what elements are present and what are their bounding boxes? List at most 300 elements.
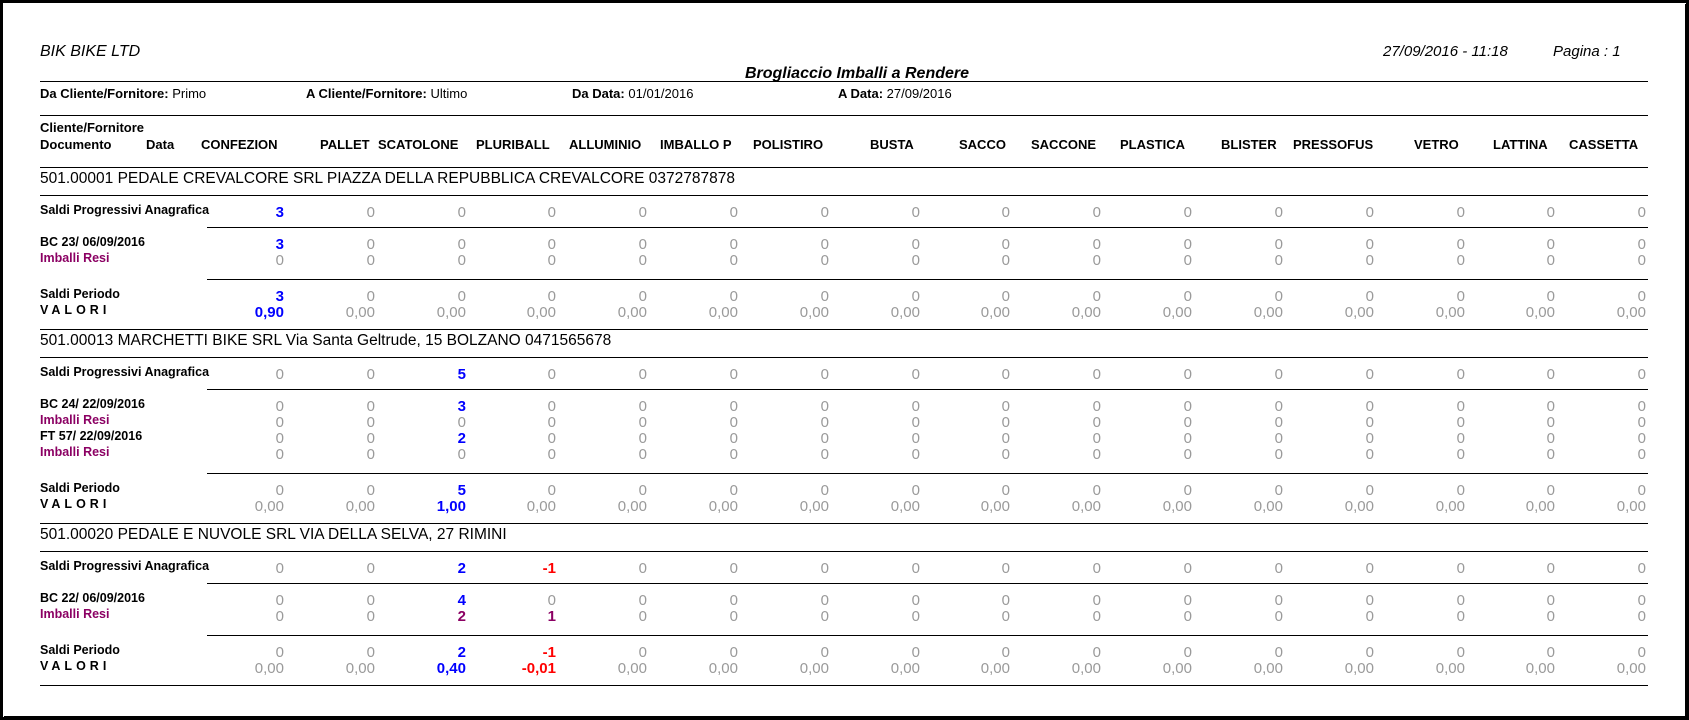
saldi-progressivi-label: Saldi Progressivi Anagrafica: [40, 559, 210, 573]
imballi-resi-value: 0: [547, 252, 556, 269]
valori-value: 0,00: [1616, 304, 1646, 321]
document-value: 4: [457, 592, 466, 609]
saldi-periodo-value: 0: [1365, 482, 1374, 499]
document-value: 0: [1637, 592, 1646, 609]
document-label: BC 24/ 22/09/2016: [40, 397, 145, 411]
saldi-progressivi-value: 0: [1092, 366, 1101, 383]
imballi-resi-value: 0: [638, 252, 647, 269]
filter-label: A Data:: [838, 86, 884, 101]
saldi-progressivi-value: 0: [366, 366, 375, 383]
saldi-periodo-value: 0: [1183, 482, 1192, 499]
saldi-periodo-value: 0: [911, 644, 920, 661]
imballi-resi-value: 0: [1637, 414, 1646, 431]
page-shadow: [4, 716, 1689, 720]
document-value: 0: [1365, 236, 1374, 253]
imballi-resi-value: 0: [820, 446, 829, 463]
saldi-progressivi-value: 0: [911, 204, 920, 221]
saldi-periodo-value: 3: [275, 288, 284, 305]
col-header-scatolone: SCATOLONE: [378, 137, 459, 152]
saldi-periodo-value: 0: [1637, 288, 1646, 305]
document-value: 0: [1274, 592, 1283, 609]
col-header-saccone: SACCONE: [1031, 137, 1097, 152]
document-value: 3: [275, 236, 284, 253]
imballi-resi-value: 0: [1456, 414, 1465, 431]
saldi-periodo-value: 0: [457, 288, 466, 305]
saldi-progressivi-value: 0: [1092, 560, 1101, 577]
imballi-resi-value: 0: [1365, 252, 1374, 269]
imballi-resi-value: 0: [275, 446, 284, 463]
imballi-resi-value: 0: [1456, 608, 1465, 625]
document-value: 0: [275, 398, 284, 415]
saldi-progressivi-value: 0: [366, 204, 375, 221]
saldi-progressivi-value: 0: [1001, 560, 1010, 577]
saldi-progressivi-value: 0: [638, 204, 647, 221]
valori-value: 0,00: [1616, 660, 1646, 677]
col-header-pressofus: PRESSOFUS: [1293, 137, 1374, 152]
imballi-resi-value: 2: [457, 608, 466, 625]
imballi-resi-value: 0: [366, 252, 375, 269]
document-value: 0: [1274, 236, 1283, 253]
imballi-resi-value: 0: [1001, 252, 1010, 269]
valori-value: 0,00: [890, 498, 920, 515]
valori-value: 0,00: [980, 660, 1010, 677]
client-header: 501.00020 PEDALE E NUVOLE SRL VIA DELLA SELVA, 27 RIMINI: [40, 526, 507, 543]
valori-value: 0,00: [1253, 304, 1283, 321]
imballi-resi-value: 0: [547, 414, 556, 431]
valori-value: 0,00: [708, 304, 738, 321]
imballi-resi-value: 0: [1637, 608, 1646, 625]
saldi-periodo-value: -1: [542, 644, 556, 661]
valori-value: -0,01: [521, 660, 556, 677]
imballi-resi-value: 0: [1365, 608, 1374, 625]
valori-value: 0,00: [1162, 304, 1192, 321]
valori-label: VALORI: [40, 303, 111, 317]
document-label: FT 57/ 22/09/2016: [40, 429, 143, 443]
col-header-sacco: SACCO: [959, 137, 1006, 152]
saldi-progressivi-value: 0: [1183, 366, 1192, 383]
document-value: 0: [1183, 592, 1192, 609]
imballi-resi-value: 0: [1546, 414, 1555, 431]
col-header-plastica: PLASTICA: [1120, 137, 1185, 152]
divider: [40, 551, 1648, 552]
col-header-cassetta: CASSETTA: [1569, 137, 1639, 152]
imballi-resi-value: 0: [1546, 608, 1555, 625]
saldi-periodo-value: 5: [457, 482, 466, 499]
saldi-periodo-value: 0: [1546, 482, 1555, 499]
divider: [40, 329, 1648, 330]
document-value: 2: [457, 430, 466, 447]
divider: [40, 167, 1648, 168]
saldi-periodo-value: 0: [820, 644, 829, 661]
document-value: 0: [729, 430, 738, 447]
document-value: 0: [1001, 236, 1010, 253]
document-value: 0: [1637, 236, 1646, 253]
document-value: 0: [1092, 430, 1101, 447]
document-value: 0: [1456, 430, 1465, 447]
saldi-progressivi-value: 0: [1274, 204, 1283, 221]
document-value: 0: [1001, 398, 1010, 415]
valori-value: 0,40: [436, 660, 466, 677]
saldi-progressivi-label: Saldi Progressivi Anagrafica: [40, 365, 210, 379]
document-value: 0: [366, 592, 375, 609]
imballi-resi-value: 0: [729, 414, 738, 431]
saldi-periodo-label: Saldi Periodo: [40, 481, 120, 495]
valori-value: 0,00: [1071, 660, 1101, 677]
valori-value: 0,00: [617, 660, 647, 677]
document-value: 0: [911, 236, 920, 253]
imballi-resi-value: 0: [1365, 446, 1374, 463]
saldi-periodo-value: 0: [1092, 482, 1101, 499]
document-label: BC 22/ 06/09/2016: [40, 591, 145, 605]
imballi-resi-value: 0: [547, 446, 556, 463]
filter-da-data: [572, 86, 693, 101]
saldi-periodo-value: 0: [911, 482, 920, 499]
valori-value: 0,00: [254, 660, 284, 677]
imballi-resi-value: 0: [275, 414, 284, 431]
filter-label: A Cliente/Fornitore:: [306, 86, 427, 101]
imballi-resi-value: 0: [1183, 414, 1192, 431]
document-value: 0: [366, 430, 375, 447]
imballi-resi-value: 0: [457, 414, 466, 431]
valori-value: 0,00: [1435, 660, 1465, 677]
valori-value: 0,00: [980, 498, 1010, 515]
filter-label: Da Cliente/Fornitore:: [40, 86, 169, 101]
document-value: 0: [1365, 430, 1374, 447]
imballi-resi-value: 0: [1092, 252, 1101, 269]
imballi-resi-value: 0: [1092, 446, 1101, 463]
valori-value: 0,00: [1162, 498, 1192, 515]
document-value: 0: [638, 236, 647, 253]
saldi-periodo-value: 0: [275, 644, 284, 661]
col-header-imballo-p: IMBALLO P: [660, 137, 732, 152]
saldi-progressivi-value: 0: [1637, 366, 1646, 383]
saldi-progressivi-value: 0: [1183, 204, 1192, 221]
document-value: 0: [547, 592, 556, 609]
document-value: 0: [911, 398, 920, 415]
imballi-resi-value: 0: [911, 608, 920, 625]
valori-value: 0,00: [1253, 498, 1283, 515]
saldi-progressivi-value: 3: [275, 204, 284, 221]
saldi-progressivi-value: 0: [729, 204, 738, 221]
saldi-periodo-value: 0: [1274, 482, 1283, 499]
saldi-progressivi-value: 0: [1274, 366, 1283, 383]
imballi-resi-label: Imballi Resi: [40, 251, 110, 265]
saldi-progressivi-value: 0: [820, 560, 829, 577]
document-value: 0: [275, 592, 284, 609]
document-value: 3: [457, 398, 466, 415]
page-shadow: [1685, 4, 1689, 720]
document-value: 0: [1001, 592, 1010, 609]
valori-value: 0,90: [254, 304, 284, 321]
saldi-periodo-value: 0: [366, 644, 375, 661]
saldi-progressivi-label: Saldi Progressivi Anagrafica: [40, 203, 210, 217]
divider: [207, 227, 1648, 228]
imballi-resi-value: 0: [1183, 446, 1192, 463]
imballi-resi-value: 0: [638, 414, 647, 431]
valori-value: 0,00: [1435, 498, 1465, 515]
valori-value: 0,00: [436, 304, 466, 321]
saldi-progressivi-value: 0: [1546, 560, 1555, 577]
valori-value: 0,00: [1344, 304, 1374, 321]
document-value: 0: [1183, 236, 1192, 253]
saldi-periodo-value: 0: [547, 482, 556, 499]
client-header: 501.00001 PEDALE CREVALCORE SRL PIAZZA DELLA REPUBBLICA CREVALCORE 0372787878: [40, 170, 735, 187]
document-value: 0: [820, 430, 829, 447]
valori-label: VALORI: [40, 497, 111, 511]
document-value: 0: [1001, 430, 1010, 447]
filter-value: 01/01/2016: [628, 86, 694, 101]
saldi-periodo-value: 0: [729, 288, 738, 305]
saldi-progressivi-value: 0: [547, 366, 556, 383]
imballi-resi-value: 1: [547, 608, 556, 625]
imballi-resi-value: 0: [638, 608, 647, 625]
valori-value: 0,00: [617, 304, 647, 321]
saldi-periodo-value: 0: [820, 288, 829, 305]
col-header-confezion: CONFEZION: [201, 137, 278, 152]
valori-value: 0,00: [1071, 498, 1101, 515]
filter-a-cliente: [306, 86, 467, 101]
imballi-resi-value: 0: [820, 608, 829, 625]
valori-value: 0,00: [1435, 304, 1465, 321]
divider: [207, 473, 1648, 474]
document-value: 0: [1365, 592, 1374, 609]
saldi-progressivi-value: 0: [820, 366, 829, 383]
client-header: 501.00013 MARCHETTI BIKE SRL Via Santa Geltrude, 15 BOLZANO 0471565678: [40, 332, 612, 349]
saldi-progressivi-value: 0: [547, 204, 556, 221]
imballi-resi-value: 0: [457, 446, 466, 463]
divider: [40, 115, 1648, 116]
imballi-resi-value: 0: [729, 252, 738, 269]
col-header-vetro: VETRO: [1414, 137, 1459, 152]
valori-value: 1,00: [436, 498, 466, 515]
saldi-progressivi-value: 0: [1001, 366, 1010, 383]
saldi-progressivi-value: 0: [911, 560, 920, 577]
saldi-periodo-value: 0: [1001, 482, 1010, 499]
col-header-busta: BUSTA: [870, 137, 914, 152]
imballi-resi-value: 0: [729, 608, 738, 625]
document-value: 0: [1546, 236, 1555, 253]
imballi-resi-value: 0: [1092, 414, 1101, 431]
col-header-data: Data: [146, 137, 175, 152]
saldi-periodo-value: 0: [1637, 644, 1646, 661]
document-value: 0: [820, 236, 829, 253]
saldi-progressivi-value: 0: [1456, 204, 1465, 221]
col-header-pallet: PALLET: [320, 137, 370, 152]
document-value: 0: [366, 398, 375, 415]
saldi-periodo-value: 0: [1001, 288, 1010, 305]
col-header-alluminio: ALLUMINIO: [569, 137, 642, 152]
document-value: 0: [729, 236, 738, 253]
divider: [40, 195, 1648, 196]
document-value: 0: [1456, 592, 1465, 609]
saldi-periodo-value: 0: [1183, 288, 1192, 305]
saldi-periodo-value: 0: [275, 482, 284, 499]
saldi-periodo-value: 0: [366, 482, 375, 499]
saldi-periodo-value: 0: [1456, 482, 1465, 499]
report-title: Brogliaccio Imballi a Rendere: [744, 65, 970, 82]
document-value: 0: [547, 236, 556, 253]
divider: [207, 389, 1648, 390]
imballi-resi-value: 0: [911, 414, 920, 431]
filter-label: Da Data:: [572, 86, 625, 101]
valori-value: 0,00: [254, 498, 284, 515]
divider: [207, 279, 1648, 280]
document-value: 0: [1637, 398, 1646, 415]
document-value: 0: [1637, 430, 1646, 447]
document-value: 0: [457, 236, 466, 253]
imballi-resi-value: 0: [1637, 446, 1646, 463]
valori-value: 0,00: [708, 660, 738, 677]
filter-value: Primo: [172, 86, 207, 101]
imballi-resi-value: 0: [1456, 252, 1465, 269]
saldi-periodo-value: 0: [1456, 644, 1465, 661]
divider: [207, 635, 1648, 636]
imballi-resi-value: 0: [366, 446, 375, 463]
saldi-progressivi-value: 0: [1092, 204, 1101, 221]
valori-value: 0,00: [1344, 660, 1374, 677]
saldi-periodo-value: 0: [638, 288, 647, 305]
divider: [40, 81, 1648, 82]
saldi-progressivi-value: 0: [1637, 560, 1646, 577]
saldi-periodo-value: 0: [1365, 288, 1374, 305]
saldi-progressivi-value: 0: [911, 366, 920, 383]
valori-value: 0,00: [1525, 660, 1555, 677]
document-value: 0: [1092, 398, 1101, 415]
imballi-resi-value: 0: [1274, 608, 1283, 625]
imballi-resi-value: 0: [1092, 608, 1101, 625]
divider: [40, 357, 1648, 358]
saldi-progressivi-value: 0: [1365, 560, 1374, 577]
document-value: 0: [638, 398, 647, 415]
saldi-progressivi-value: 0: [638, 560, 647, 577]
col-header-pluriball: PLURIBALL: [476, 137, 550, 152]
saldi-periodo-value: 0: [1546, 288, 1555, 305]
valori-value: 0,00: [345, 304, 375, 321]
imballi-resi-value: 0: [1001, 446, 1010, 463]
col-header-polistiro: POLISTIRO: [753, 137, 824, 152]
valori-value: 0,00: [799, 660, 829, 677]
saldi-progressivi-value: 0: [1546, 204, 1555, 221]
valori-value: 0,00: [526, 498, 556, 515]
saldi-progressivi-value: 0: [1456, 560, 1465, 577]
imballi-resi-label: Imballi Resi: [40, 607, 110, 621]
valori-label: VALORI: [40, 659, 111, 673]
saldi-periodo-label: Saldi Periodo: [40, 643, 120, 657]
print-datetime: 27/09/2016 - 11:18: [1383, 43, 1508, 60]
document-value: 0: [820, 398, 829, 415]
document-value: 0: [1546, 398, 1555, 415]
document-value: 0: [729, 592, 738, 609]
document-value: 0: [366, 236, 375, 253]
imballi-resi-value: 0: [1456, 446, 1465, 463]
valori-value: 0,00: [1616, 498, 1646, 515]
divider: [207, 583, 1648, 584]
saldi-periodo-value: 0: [547, 288, 556, 305]
saldi-progressivi-value: 0: [729, 560, 738, 577]
imballi-resi-value: 0: [457, 252, 466, 269]
filter-value: 27/09/2016: [886, 86, 952, 101]
saldi-progressivi-value: 0: [820, 204, 829, 221]
valori-value: 0,00: [708, 498, 738, 515]
document-value: 0: [1183, 398, 1192, 415]
saldi-periodo-value: 0: [820, 482, 829, 499]
valori-value: 0,00: [345, 498, 375, 515]
imballi-resi-value: 0: [1546, 446, 1555, 463]
saldi-progressivi-value: 2: [457, 560, 466, 577]
imballi-resi-value: 0: [1183, 608, 1192, 625]
col-header-documento: Documento: [40, 137, 112, 152]
saldi-periodo-value: 0: [1274, 644, 1283, 661]
saldi-progressivi-value: 0: [729, 366, 738, 383]
saldi-periodo-value: 0: [1546, 644, 1555, 661]
valori-value: 0,00: [1253, 660, 1283, 677]
saldi-progressivi-value: 0: [1001, 204, 1010, 221]
col-header-blister: BLISTER: [1221, 137, 1277, 152]
saldi-periodo-value: 0: [1365, 644, 1374, 661]
imballi-resi-value: 0: [1274, 414, 1283, 431]
document-value: 0: [820, 592, 829, 609]
document-value: 0: [911, 430, 920, 447]
saldi-progressivi-value: -1: [542, 560, 556, 577]
imballi-resi-value: 0: [1274, 252, 1283, 269]
valori-value: 0,00: [1525, 498, 1555, 515]
saldi-progressivi-value: 0: [1456, 366, 1465, 383]
company-name: BIK BIKE LTD: [40, 43, 141, 60]
imballi-resi-value: 0: [275, 252, 284, 269]
document-value: 0: [638, 430, 647, 447]
saldi-periodo-value: 0: [1092, 288, 1101, 305]
imballi-resi-label: Imballi Resi: [40, 445, 110, 459]
imballi-resi-value: 0: [820, 252, 829, 269]
document-value: 0: [1274, 398, 1283, 415]
saldi-periodo-value: 0: [1456, 288, 1465, 305]
valori-value: 0,00: [617, 498, 647, 515]
saldi-periodo-value: 0: [911, 288, 920, 305]
saldi-periodo-value: 0: [1001, 644, 1010, 661]
imballi-resi-value: 0: [1546, 252, 1555, 269]
imballi-resi-value: 0: [638, 446, 647, 463]
valori-value: 0,00: [526, 304, 556, 321]
saldi-progressivi-value: 0: [275, 560, 284, 577]
saldi-periodo-value: 2: [457, 644, 466, 661]
saldi-periodo-value: 0: [1637, 482, 1646, 499]
saldi-periodo-value: 0: [729, 644, 738, 661]
document-value: 0: [1092, 592, 1101, 609]
filter-da-cliente: [40, 86, 206, 101]
col-header-lattina: LATTINA: [1493, 137, 1548, 152]
saldi-progressivi-value: 5: [457, 366, 466, 383]
saldi-progressivi-value: 0: [1365, 366, 1374, 383]
document-value: 0: [638, 592, 647, 609]
imballi-resi-value: 0: [729, 446, 738, 463]
page-number: Pagina : 1: [1553, 43, 1621, 60]
saldi-periodo-label: Saldi Periodo: [40, 287, 120, 301]
filter-a-data: [838, 86, 952, 101]
saldi-periodo-value: 0: [1183, 644, 1192, 661]
valori-value: 0,00: [980, 304, 1010, 321]
imballi-resi-value: 0: [1274, 446, 1283, 463]
saldi-progressivi-value: 0: [1183, 560, 1192, 577]
saldi-periodo-value: 0: [729, 482, 738, 499]
saldi-progressivi-value: 0: [1274, 560, 1283, 577]
valori-value: 0,00: [799, 498, 829, 515]
filter-value: Ultimo: [430, 86, 468, 101]
saldi-periodo-value: 0: [638, 644, 647, 661]
valori-value: 0,00: [345, 660, 375, 677]
valori-value: 0,00: [1162, 660, 1192, 677]
imballi-resi-value: 0: [911, 446, 920, 463]
imballi-resi-value: 0: [275, 608, 284, 625]
